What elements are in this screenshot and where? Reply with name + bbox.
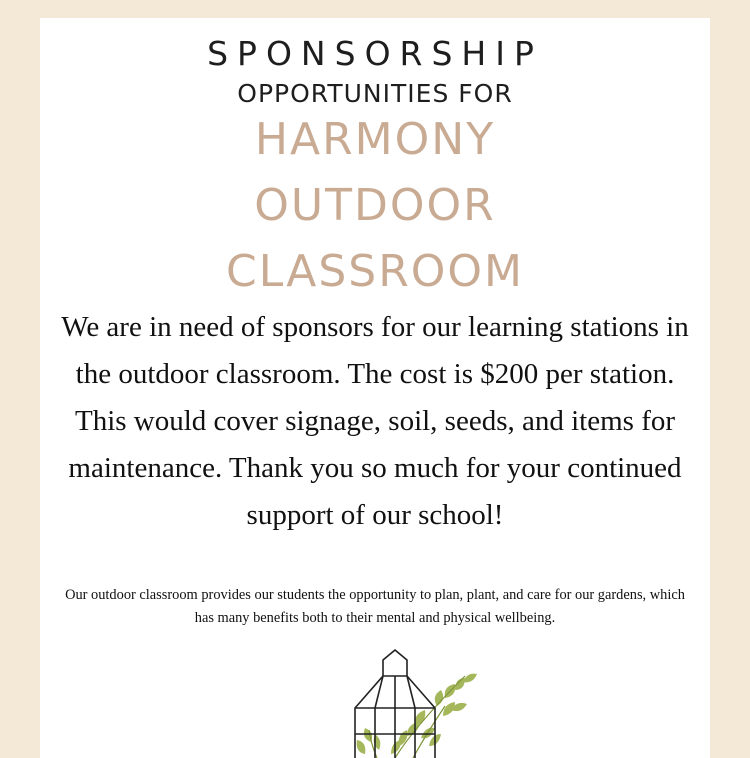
title-outdoor: OUTDOOR: [254, 180, 496, 231]
title-harmony: HARMONY: [254, 114, 496, 165]
title-classroom: CLASSROOM: [225, 246, 524, 297]
title-opportunities-for: OPPORTUNITIES FOR: [237, 79, 513, 108]
benefits-note: Our outdoor classroom provides our students the opportunity to plan, plant, and care for our gardens, which has many benefits both to their mental and physical wellbeing.: [65, 587, 685, 626]
flyer-card: [40, 18, 710, 758]
greenhouse-terrarium-icon: [295, 646, 495, 758]
sponsorship-description: We are in need of sponsors for our learning stations in the outdoor classroom. The cost is $200 per station. This would cover signage, soil, seeds, and items for maintenance. Thank you so much for your continued support of our school!: [61, 311, 689, 531]
title-sponsorship: SPONSORSHIP: [207, 34, 543, 73]
